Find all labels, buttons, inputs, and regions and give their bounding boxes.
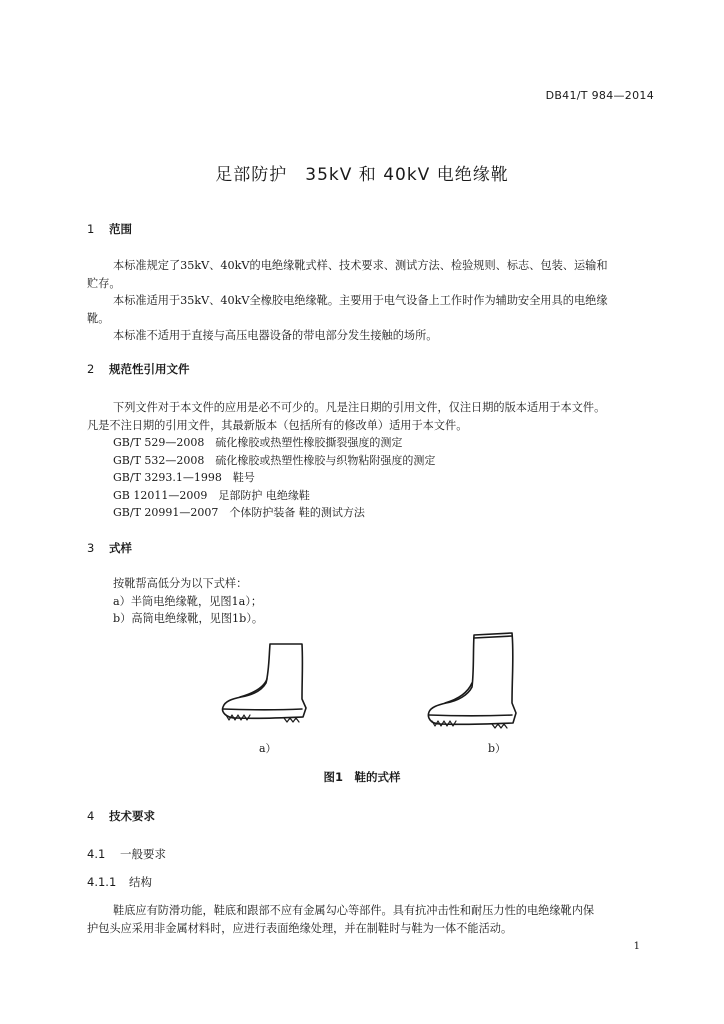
paragraph-line: 本标准适用于35kV、40kV全橡胶电绝缘靴。主要用于电气设备上工作时作为辅助安全用具的电绝缘 xyxy=(113,294,608,307)
paragraph-line: 下列文件对于本文件的应用是必不可少的。凡是注日期的引用文件，仅注日期的版本适用于本文件。 xyxy=(113,401,606,414)
reference-item: GB/T 3293.1—1998 鞋号 xyxy=(113,471,255,484)
section-4-heading xyxy=(87,808,155,824)
subsection-number: 4.1.1 xyxy=(87,875,117,889)
section-number: 3 xyxy=(87,541,95,555)
paragraph-line: 凡是不注日期的引用文件，其最新版本（包括所有的修改单）适用于本文件。 xyxy=(87,418,468,432)
subsection-title: 一般要求 xyxy=(120,847,166,861)
reference-item: GB/T 529—2008 硫化橡胶或热塑性橡胶撕裂强度的测定 xyxy=(113,436,403,449)
section-2-body xyxy=(87,399,605,522)
section-1-heading xyxy=(87,221,132,237)
figure-caption: 图1 鞋的式样 xyxy=(323,770,401,784)
paragraph-line: 鞋底应有防滑功能，鞋底和跟部不应有金属勾心等部件。具有抗冲击性和耐压力性的电绝缘靴内保 xyxy=(113,904,595,917)
figure-label-b: b） xyxy=(488,742,507,755)
reference-item: GB/T 20991—2007 个体防护装备 鞋的测试方法 xyxy=(113,506,365,519)
standard-number: DB41/T 984—2014 xyxy=(545,89,654,102)
subsection-title: 结构 xyxy=(129,875,152,889)
section-4-body xyxy=(87,902,594,937)
subsection-4-1-heading xyxy=(87,846,166,862)
paragraph-line: 按靴帮高低分为以下式样： xyxy=(113,577,248,590)
half-boot-illustration xyxy=(223,644,306,722)
document-title: 足部防护 35kV 和 40kV 电绝缘靴 xyxy=(215,165,509,185)
figure-label-a: a） xyxy=(259,742,277,755)
section-number: 4 xyxy=(87,809,95,823)
paragraph-line: 靴。 xyxy=(87,311,110,325)
section-3-body xyxy=(113,575,263,628)
paragraph-line: 贮存。 xyxy=(87,276,121,290)
paragraph-line: 本标准规定了35kV、40kV的电绝缘靴式样、技术要求、测试方法、检验规则、标志、包装、运输和 xyxy=(113,259,608,272)
section-3-heading xyxy=(87,540,132,556)
list-item: b）高筒电绝缘靴，见图1b）。 xyxy=(113,612,264,625)
section-1-body xyxy=(87,257,608,345)
page-number: 1 xyxy=(633,941,640,952)
section-title: 范围 xyxy=(109,222,132,236)
reference-item: GB 12011—2009 足部防护 电绝缘鞋 xyxy=(113,488,310,502)
section-number: 2 xyxy=(87,362,95,376)
subsection-4-1-1-heading xyxy=(87,874,152,890)
section-number: 1 xyxy=(87,222,95,236)
high-boot-illustration xyxy=(428,633,516,728)
boot-figure xyxy=(210,625,530,735)
list-item: a）半筒电绝缘靴，见图1a）； xyxy=(113,594,263,608)
section-2-heading xyxy=(87,361,190,377)
reference-item: GB/T 532—2008 硫化橡胶或热塑性橡胶与织物粘附强度的测定 xyxy=(113,453,436,467)
paragraph-line: 护包头应采用非金属材料时，应进行表面绝缘处理，并在制鞋时与鞋为一体不能活动。 xyxy=(87,921,513,935)
section-title: 规范性引用文件 xyxy=(109,362,190,376)
subsection-number: 4.1 xyxy=(87,847,106,861)
section-title: 式样 xyxy=(109,541,132,555)
section-title: 技术要求 xyxy=(109,809,155,823)
paragraph-line: 本标准不适用于直接与高压电器设备的带电部分发生接触的场所。 xyxy=(113,329,438,342)
